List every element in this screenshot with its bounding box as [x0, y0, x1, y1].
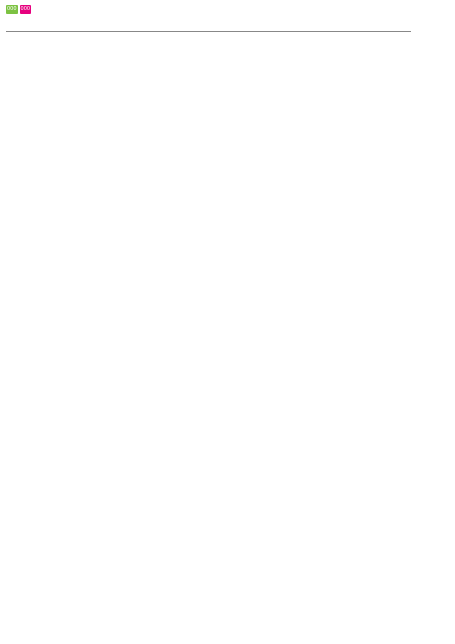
index-heading	[407, 4, 411, 28]
index-columns	[4, 40, 410, 618]
page-header	[6, 4, 411, 34]
legend-note-1	[6, 4, 411, 14]
header-divider	[6, 31, 411, 32]
green-badge-icon: 000	[7, 6, 17, 12]
page-footer	[0, 622, 411, 640]
pink-badge-icon: 000	[20, 6, 31, 12]
